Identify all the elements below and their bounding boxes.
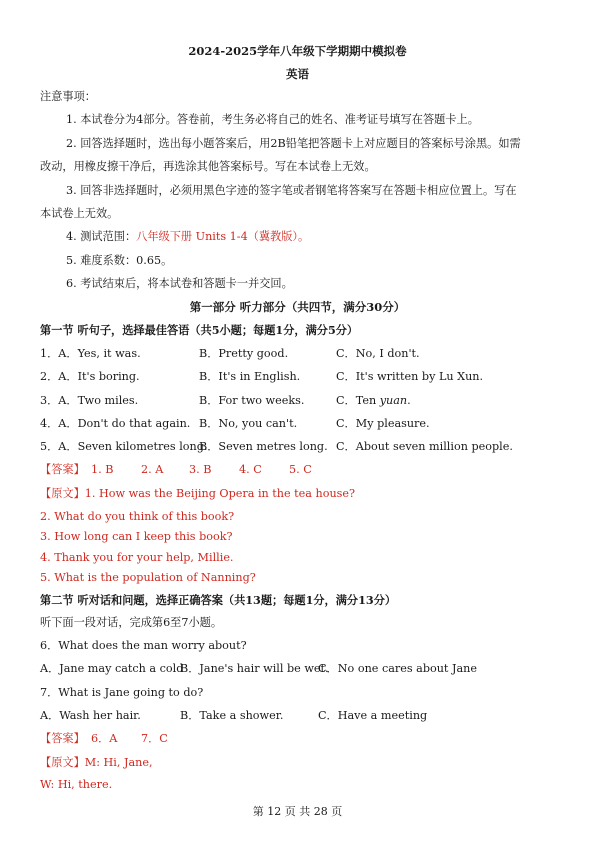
subject-title: 英语 <box>286 67 309 81</box>
q1-option-a: 1．A．Yes, it was. <box>40 347 141 360</box>
notice-item-4 <box>66 229 309 245</box>
notice-item-3-line-2: 本试卷上无效。 <box>40 207 119 220</box>
q3-option-a: 3．A．Two miles. <box>40 394 139 407</box>
answer-6: 6．A <box>91 732 118 745</box>
section2-transcript-text-1: M: Hi, Jane, <box>84 756 153 769</box>
q6-option-a: A．Jane may catch a cold <box>40 662 184 675</box>
section2-transcript-line-2: W: Hi, there. <box>40 778 113 791</box>
q6-option-b: B．Jane's hair will be wet. <box>180 662 329 675</box>
section1-heading: 第一节 听句子，选择最佳答语（共5小题；每题1分，满分5分） <box>40 323 359 337</box>
transcript-line-5: 5. What is the population of Nanning? <box>40 571 256 584</box>
question-row-2 <box>0 369 595 385</box>
notice-item-2-line-1: 2. 回答选择题时，选出每小题答案后，用2B铅笔把答题卡上对应题目的答案标号涂黑。如需 <box>66 137 521 150</box>
q2-option-c: C．It's written by Lu Xun. <box>336 370 484 383</box>
answer-2: 2. A <box>141 463 164 476</box>
question-row-4 <box>0 416 595 432</box>
section2-answer-label: 【答案】 <box>40 732 85 745</box>
answer-label: 【答案】 <box>40 463 85 476</box>
q2-option-b: B．It's in English. <box>199 370 301 383</box>
section2-transcript-label: 【原文】 <box>40 756 85 769</box>
notice-item-5: 5. 难度系数：0.65。 <box>66 254 173 267</box>
q7-option-b: B．Take a shower. <box>180 709 284 722</box>
question-row-1 <box>0 346 595 362</box>
answer-4: 4. C <box>239 463 262 476</box>
q1-option-c: C．No, I don't. <box>336 347 420 360</box>
q7-option-c: C．Have a meeting <box>318 709 428 722</box>
notice-heading: 注意事项： <box>40 90 96 103</box>
transcript-label: 【原文】 <box>40 487 85 500</box>
section2-transcript-line-1 <box>40 755 153 771</box>
transcript-line-4: 4. Thank you for your help, Millie. <box>40 551 234 564</box>
answer-7: 7．C <box>141 732 168 745</box>
q3-option-b: B．For two weeks. <box>199 394 305 407</box>
q3-option-c-prefix: C．Ten <box>336 394 380 407</box>
section1-answer-row <box>0 462 595 478</box>
q4-option-a: 4．A．Don't do that again. <box>40 417 191 430</box>
q5-option-a: 5．A．Seven kilometres long. <box>40 440 208 453</box>
exam-title: 2024-2025学年八年级下学期期中模拟卷 <box>188 44 407 58</box>
transcript-line-3: 3. How long can I keep this book? <box>40 530 233 543</box>
page-footer: 第 12 页 共 28 页 <box>252 805 343 818</box>
q7-option-a: A．Wash her hair. <box>40 709 141 722</box>
notice-item-2-line-2: 改动，用橡皮擦干净后，再选涂其他答案标号。写在本试卷上无效。 <box>40 160 376 173</box>
transcript-line-1 <box>40 486 355 502</box>
transcript-line-2: 2. What do you think of this book? <box>40 510 235 523</box>
q6-stem: 6．What does the man worry about? <box>40 639 247 652</box>
q5-option-b: B．Seven metres long. <box>199 440 328 453</box>
answer-3: 3. B <box>189 463 212 476</box>
part1-heading: 第一部分 听力部分（共四节，满分30分） <box>189 300 406 314</box>
q2-option-a: 2．A．It's boring. <box>40 370 140 383</box>
q3-option-c <box>336 393 411 409</box>
notice-item-6: 6. 考试结束后，将本试卷和答题卡一并交回。 <box>66 277 293 290</box>
q7-stem: 7．What is Jane going to do? <box>40 686 204 699</box>
q3-option-c-suffix: . <box>407 394 411 407</box>
q1-option-b: B．Pretty good. <box>199 347 289 360</box>
question-row-5 <box>0 439 595 455</box>
q3-option-c-italic: yuan <box>379 394 408 407</box>
notice-item-3-line-1: 3. 回答非选择题时，必须用黑色字迹的签字笔或者钢笔将答案写在答题卡相应位置上。写在 <box>66 184 517 197</box>
q4-option-c: C．My pleasure. <box>336 417 430 430</box>
notice-item-4-prefix: 4. 测试范围： <box>66 230 137 243</box>
q6-options <box>0 661 595 677</box>
q7-options <box>0 708 595 724</box>
answer-5: 5. C <box>289 463 312 476</box>
q4-option-b: B．No, you can't. <box>199 417 298 430</box>
notice-item-1: 1. 本试卷分为4部分。答卷前，考生务必将自己的姓名、准考证号填写在答题卡上。 <box>66 113 479 126</box>
transcript-text-1: 1. How was the Beijing Opera in the tea house? <box>84 487 356 500</box>
section2-answer-row <box>0 731 595 747</box>
question-row-3 <box>0 393 595 409</box>
answer-1: 1. B <box>91 463 114 476</box>
q5-option-c: C．About seven million people. <box>336 440 513 453</box>
q6-option-c: C．No one cares about Jane <box>318 662 477 675</box>
section2-intro: 听下面一段对话，完成第6至7小题。 <box>40 616 223 629</box>
section2-heading: 第二节 听对话和问题，选择正确答案（共13题；每题1分，满分13分） <box>40 593 397 607</box>
notice-item-4-scope: 八年级下册 Units 1-4（冀教版）。 <box>136 230 310 243</box>
